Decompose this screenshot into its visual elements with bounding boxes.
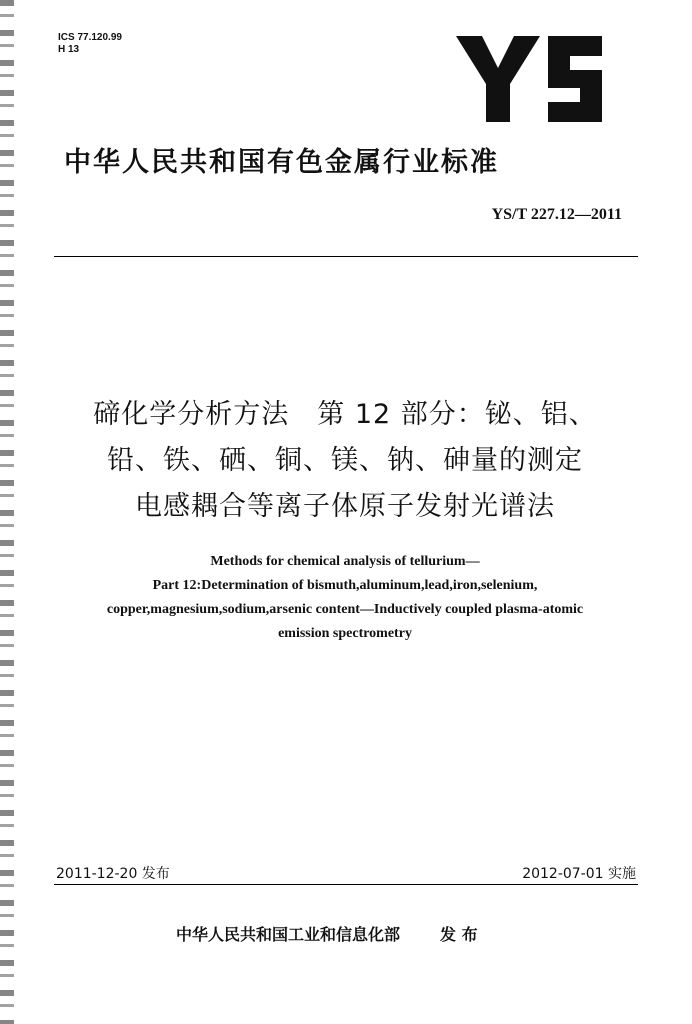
ics-code: ICS 77.120.99 <box>58 32 122 43</box>
chinese-title-line2: 铅、铁、硒、铜、镁、钠、砷量的测定 <box>107 445 583 476</box>
standard-number: YS/T 227.12—2011 <box>491 206 622 223</box>
implementation-date: 2012-07-01 实施 <box>522 866 636 882</box>
chinese-title-line3: 电感耦合等离子体原子发射光谱法 <box>135 491 555 522</box>
issuing-authority: 中华人民共和国工业和信息化部 <box>176 925 401 944</box>
english-title <box>40 550 650 646</box>
scan-edge-artifact <box>0 0 14 1024</box>
issue-action: 发 布 <box>440 925 478 944</box>
issue-date: 2011-12-20 发布 <box>56 866 170 882</box>
chinese-title <box>40 392 650 530</box>
english-title-line2: Part 12:Determination of bismuth,aluminum,lead,iron,selenium, <box>152 578 538 593</box>
english-title-line4: emission spectrometry <box>278 626 412 641</box>
bottom-divider <box>54 884 638 885</box>
issuer <box>176 922 478 945</box>
top-divider <box>54 256 638 257</box>
chinese-title-line1: 碲化学分析方法 第 12 部分：铋、铝、 <box>93 399 597 430</box>
english-title-line1: Methods for chemical analysis of tellurium— <box>210 554 480 569</box>
english-title-line3: copper,magnesium,sodium,arsenic content—Inductively coupled plasma-atomic <box>106 602 584 617</box>
ys-logo <box>456 36 602 122</box>
standard-category: 中华人民共和国有色金属行业标准 <box>64 147 499 178</box>
ccs-code: H 13 <box>58 44 80 55</box>
classification-codes <box>58 32 122 56</box>
